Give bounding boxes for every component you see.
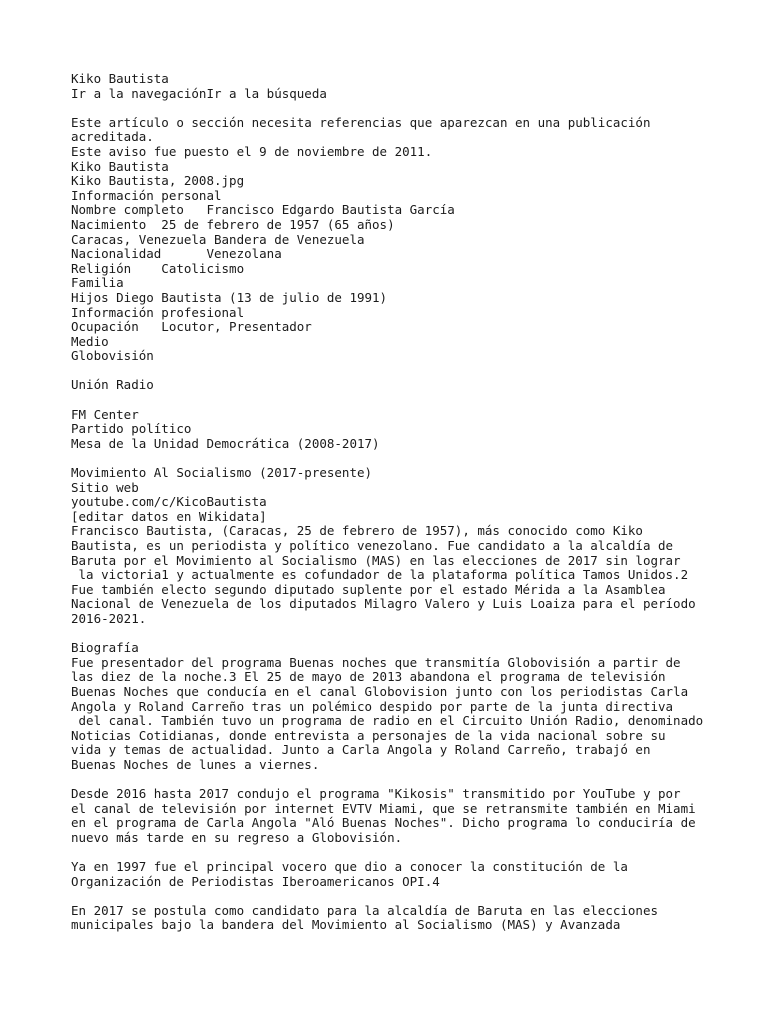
document-text: Kiko Bautista Ir a la navegaciónIr a la búsqueda Este artículo o sección necesita referencias que aparezcan en una publicación acreditada. Este aviso fue puesto el 9 de noviembre de 2011. Kiko Bautista Kiko Bautista, 2008.jpg Información personal Nombre completo Francisco Edgardo Bautista García Nacimiento 25 de febrero de 1957 (65 años) Caracas, Venezuela Bandera de Venezuela Nacionalidad Venezolana Religión Catolicismo Familia Hijos Diego Bautista (13 de julio de 1991) Información profesional Ocupación Locutor, Presentador Medio Globovisión Unión Radio FM Center Partido político Mesa de la Unidad Democrática (2008-2017) Movimiento Al Socialismo (2017-presente) Sitio web youtube.com/c/KicoBautista [editar datos en Wikidata] Francisco Bautista, (Caracas, 25 de febrero de 1957), más conocido como Kiko Bautista, es un periodista y político venezolano. Fue candidato a la alcaldía de Baruta por el Movimiento al Socialismo (MAS) en las elecciones de 2017 sin lograr la victoria1 y actualmente es cofundador de la plataforma política Tamos Unidos.2 Fue también electo segundo diputado suplente por el estado Mérida a la Asamblea Nacional de Venezuela de los diputados Milagro Valero y Luis Loaiza para el período 2016-2021. Biografía Fue presentador del programa Buenas noches que transmitía Globovisión a partir de las diez de la noche.3 El 25 de mayo de 2013 abandona el programa de televisión Buenas Noches que conducía en el canal Globovision junto con los periodistas Carla Angola y Roland Carreño tras un polémico despido por parte de la junta directiva del canal. También tuvo un programa de radio en el Circuito Unión Radio, denominado Noticias Cotidianas, donde entrevista a personajes de la vida nacional sobre su vida y temas de actualidad. Junto a Carla Angola y Roland Carreño, trabajó en Buenas Noches de lunes a viernes. Desde 2016 hasta 2017 condujo el programa "Kikosis" transmitido por YouTube y por el canal de televisión por internet EVTV Miami, que se retransmite también en Miami en el programa de Carla Angola "Aló Buenas Noches". Dicho programa lo conduciría de nuevo más tarde en su regreso a Globovisión. Ya en 1997 fue el principal vocero que dio a conocer la constitución de la Organización de Periodistas Iberoamericanos OPI.4 En 2017 se postula como candidato para la alcaldía de Baruta en las elecciones municipales bajo la bandera del Movimiento al Socialismo (MAS) y Avanzada bbox=[71, 71, 704, 933]
